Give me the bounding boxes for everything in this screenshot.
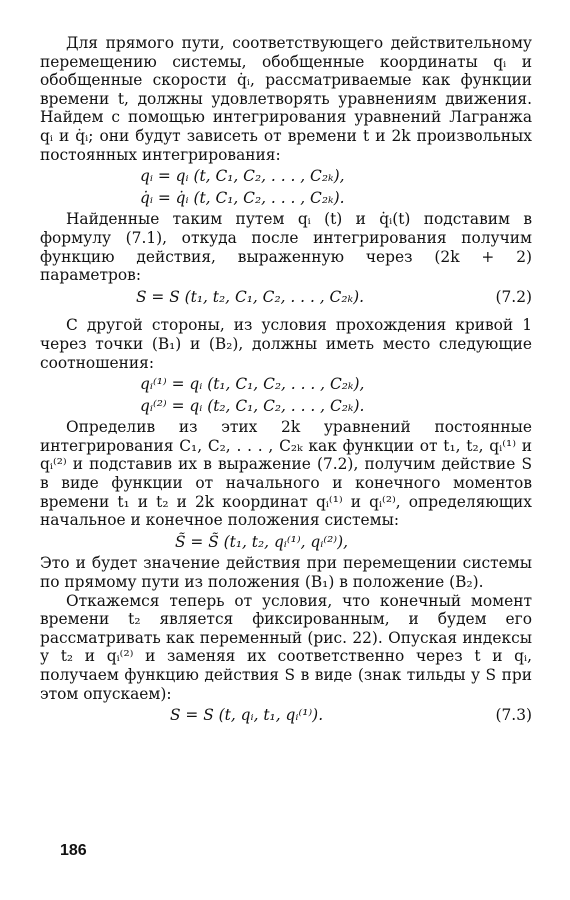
equation-7-3-body: S = S (t, qᵢ, t₁, qᵢ⁽¹⁾). [170, 706, 324, 725]
equation-3b: qᵢ⁽²⁾ = qᵢ (t₂, C₁, C₂, . . . , C₂ₖ). [140, 396, 365, 415]
equation-1b: q̇ᵢ = q̇ᵢ (t, C₁, C₂, . . . , C₂ₖ). [140, 188, 345, 207]
paragraph-6: Откажемся теперь от условия, что конечный момент времени t₂ является фиксированным, и будем его рассматривать как переменный (рис. 22). Опуская индексы у t₂ и qᵢ⁽²⁾ и заменяя их соответственно через t и qᵢ, получаем функцию действия S в виде (знак тильды у S при этом опускаем): [40, 591, 532, 703]
paragraph-2: Найденные таким путем qᵢ (t) и q̇ᵢ(t) подставим в формулу (7.1), откуда после интегрирования получим функцию действия, выраженную через (2k + 2) параметров: [40, 210, 532, 285]
equation-1a: qᵢ = qᵢ (t, C₁, C₂, . . . , C₂ₖ), [140, 167, 345, 186]
equation-7-2 [40, 288, 532, 307]
equation-4: S̃ = S̃ (t₁, t₂, qᵢ⁽¹⁾, qᵢ⁽²⁾), [175, 532, 348, 551]
equation-3a: qᵢ⁽¹⁾ = qᵢ (t₁, C₁, C₂, . . . , C₂ₖ), [140, 375, 365, 394]
paragraph-4: Определив из этих 2k уравнений постоянные интегрирования C₁, C₂, . . . , C₂ₖ как функции от t₁, t₂, qᵢ⁽¹⁾ и qᵢ⁽²⁾ и подставив их в выражение (7.2), получим действие S в виде функции от начального и конечного моментов времени t₁ и t₂ и 2k координат qᵢ⁽¹⁾ и qᵢ⁽²⁾, определяющих начальное и конечное положения системы: [40, 418, 532, 530]
equation-7-2-body: S = S (t₁, t₂, C₁, C₂, . . . , C₂ₖ). [136, 287, 364, 306]
equation-7-3 [40, 706, 532, 725]
equation-7-2-number: (7.2) [495, 287, 532, 306]
paragraph-3: С другой стороны, из условия прохождения кривой 1 через точки (B₁) и (B₂), должны иметь место следующие соотношения: [40, 316, 532, 372]
equation-7-3-number: (7.3) [495, 706, 532, 725]
paragraph-1: Для прямого пути, соответствующего действительному перемещению системы, обобщенные координаты qᵢ и обобщенные скорости q̇ᵢ, рассматриваемые как функции времени t, должны удовлетворять уравнениям движения. Найдем с помощью интегрирования уравнений Лагранжа qᵢ и q̇ᵢ; они будут зависеть от времени t и 2k произвольных постоянных интегрирования: [40, 34, 532, 164]
page-body [40, 34, 532, 728]
paragraph-5: Это и будет значение действия при перемещении системы по прямому пути из положения (B₁) в положение (B₂). [40, 554, 532, 592]
page-number: 186 [60, 842, 87, 859]
